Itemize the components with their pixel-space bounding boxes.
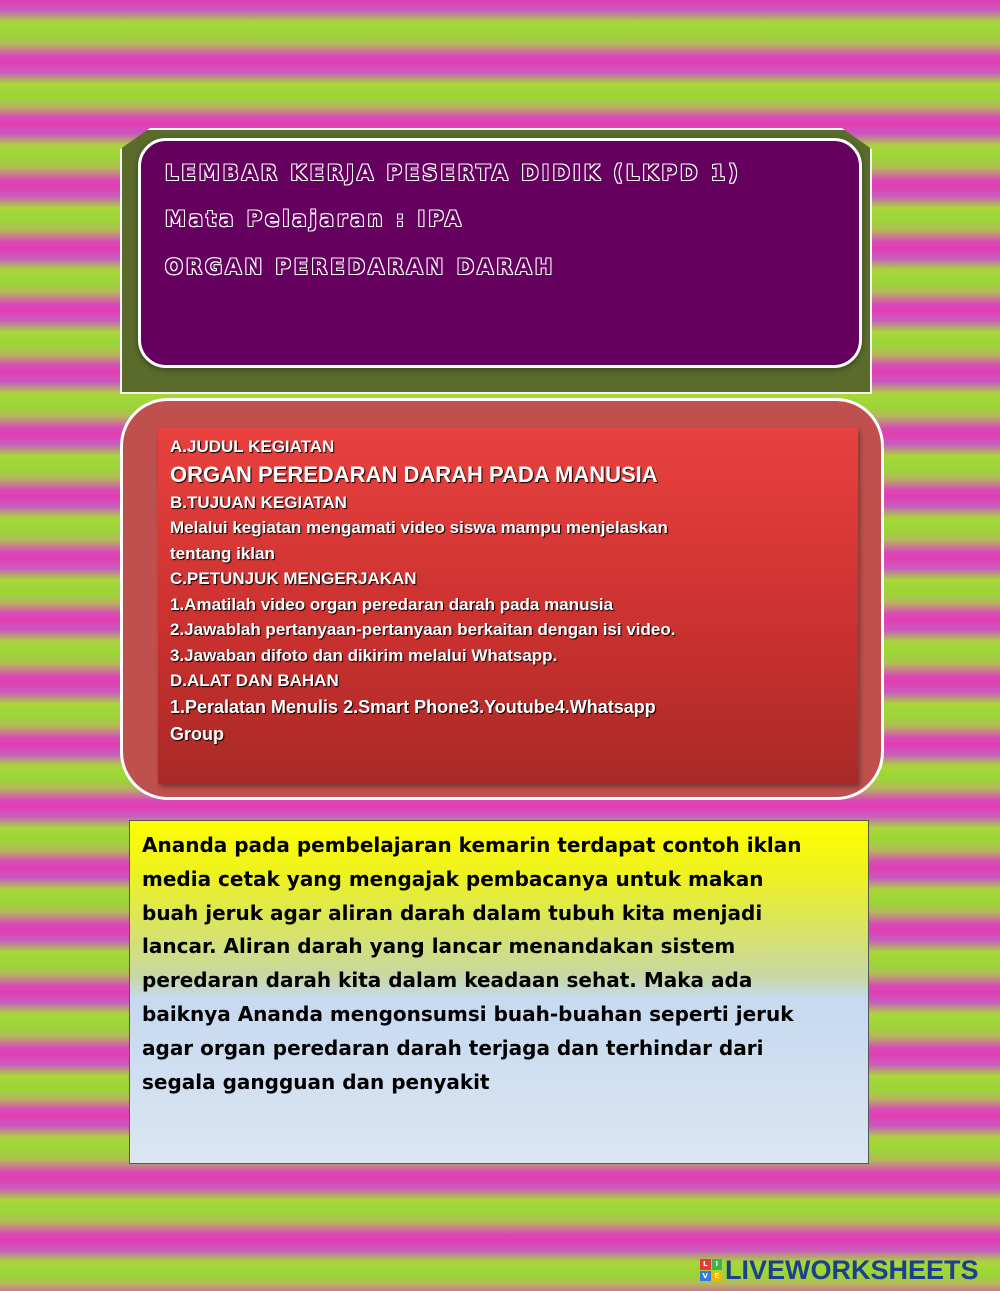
- brand-name: LIVEWORKSHEETS: [725, 1254, 979, 1285]
- materials-text-2: Group: [170, 723, 224, 744]
- logo-grid-icon: [700, 1259, 722, 1281]
- section-c-heading: C.PETUNJUK MENGERJAKAN: [170, 569, 417, 588]
- subject-label: Mata Pelajaran : IPA: [165, 207, 464, 231]
- materials-text-1: 1.Peralatan Menulis 2.Smart Phone3.Youtube4.Whatsapp: [170, 696, 656, 717]
- intro-line: agar organ peredaran darah terjaga dan terhindar dari: [142, 1035, 764, 1060]
- activity-panel: [158, 428, 858, 784]
- liveworksheets-logo: [700, 1255, 979, 1285]
- instruction-1: 1.Amatilah video organ peredaran darah pada manusia: [170, 594, 614, 614]
- topic-label: ORGAN PEREDARAN DARAH: [165, 255, 556, 279]
- logo-letter: L: [700, 1259, 711, 1270]
- intro-line: peredaran darah kita dalam keadaan sehat. Maka ada: [142, 968, 753, 993]
- intro-line: baiknya Ananda mengonsumsi buah-buahan seperti jeruk: [142, 1001, 794, 1026]
- intro-line: media cetak yang mengajak pembacanya untuk makan: [142, 866, 764, 891]
- intro-line: lancar. Aliran darah yang lancar menandakan sistem: [142, 934, 736, 959]
- header-card: [138, 138, 862, 368]
- instruction-3: 3.Jawaban difoto dan dikirim melalui Whatsapp.: [170, 645, 558, 665]
- goal-text-1: Melalui kegiatan mengamati video siswa mampu menjelaskan: [170, 518, 668, 537]
- logo-letter: I: [712, 1259, 723, 1270]
- intro-line: buah jeruk agar aliran darah dalam tubuh kita menjadi: [142, 900, 763, 925]
- instruction-2: 2.Jawablah pertanyaan-pertanyaan berkaitan dengan isi video.: [170, 620, 676, 639]
- section-a-heading: A.JUDUL KEGIATAN: [170, 437, 335, 456]
- section-b-heading: B.TUJUAN KEGIATAN: [170, 492, 347, 512]
- logo-letter: E: [712, 1271, 723, 1282]
- activity-title: ORGAN PEREDARAN DARAH PADA MANUSIA: [170, 461, 658, 487]
- intro-line: Ananda pada pembelajaran kemarin terdapat contoh iklan: [142, 833, 802, 857]
- worksheet-title: LEMBAR KERJA PESERTA DIDIK (LKPD 1): [165, 161, 741, 185]
- intro-text-box: [129, 820, 869, 1164]
- goal-text-2: tentang iklan: [170, 543, 275, 563]
- section-d-heading: D.ALAT DAN BAHAN: [170, 671, 339, 690]
- intro-line: segala gangguan dan penyakit: [142, 1069, 490, 1094]
- logo-letter: V: [700, 1271, 711, 1282]
